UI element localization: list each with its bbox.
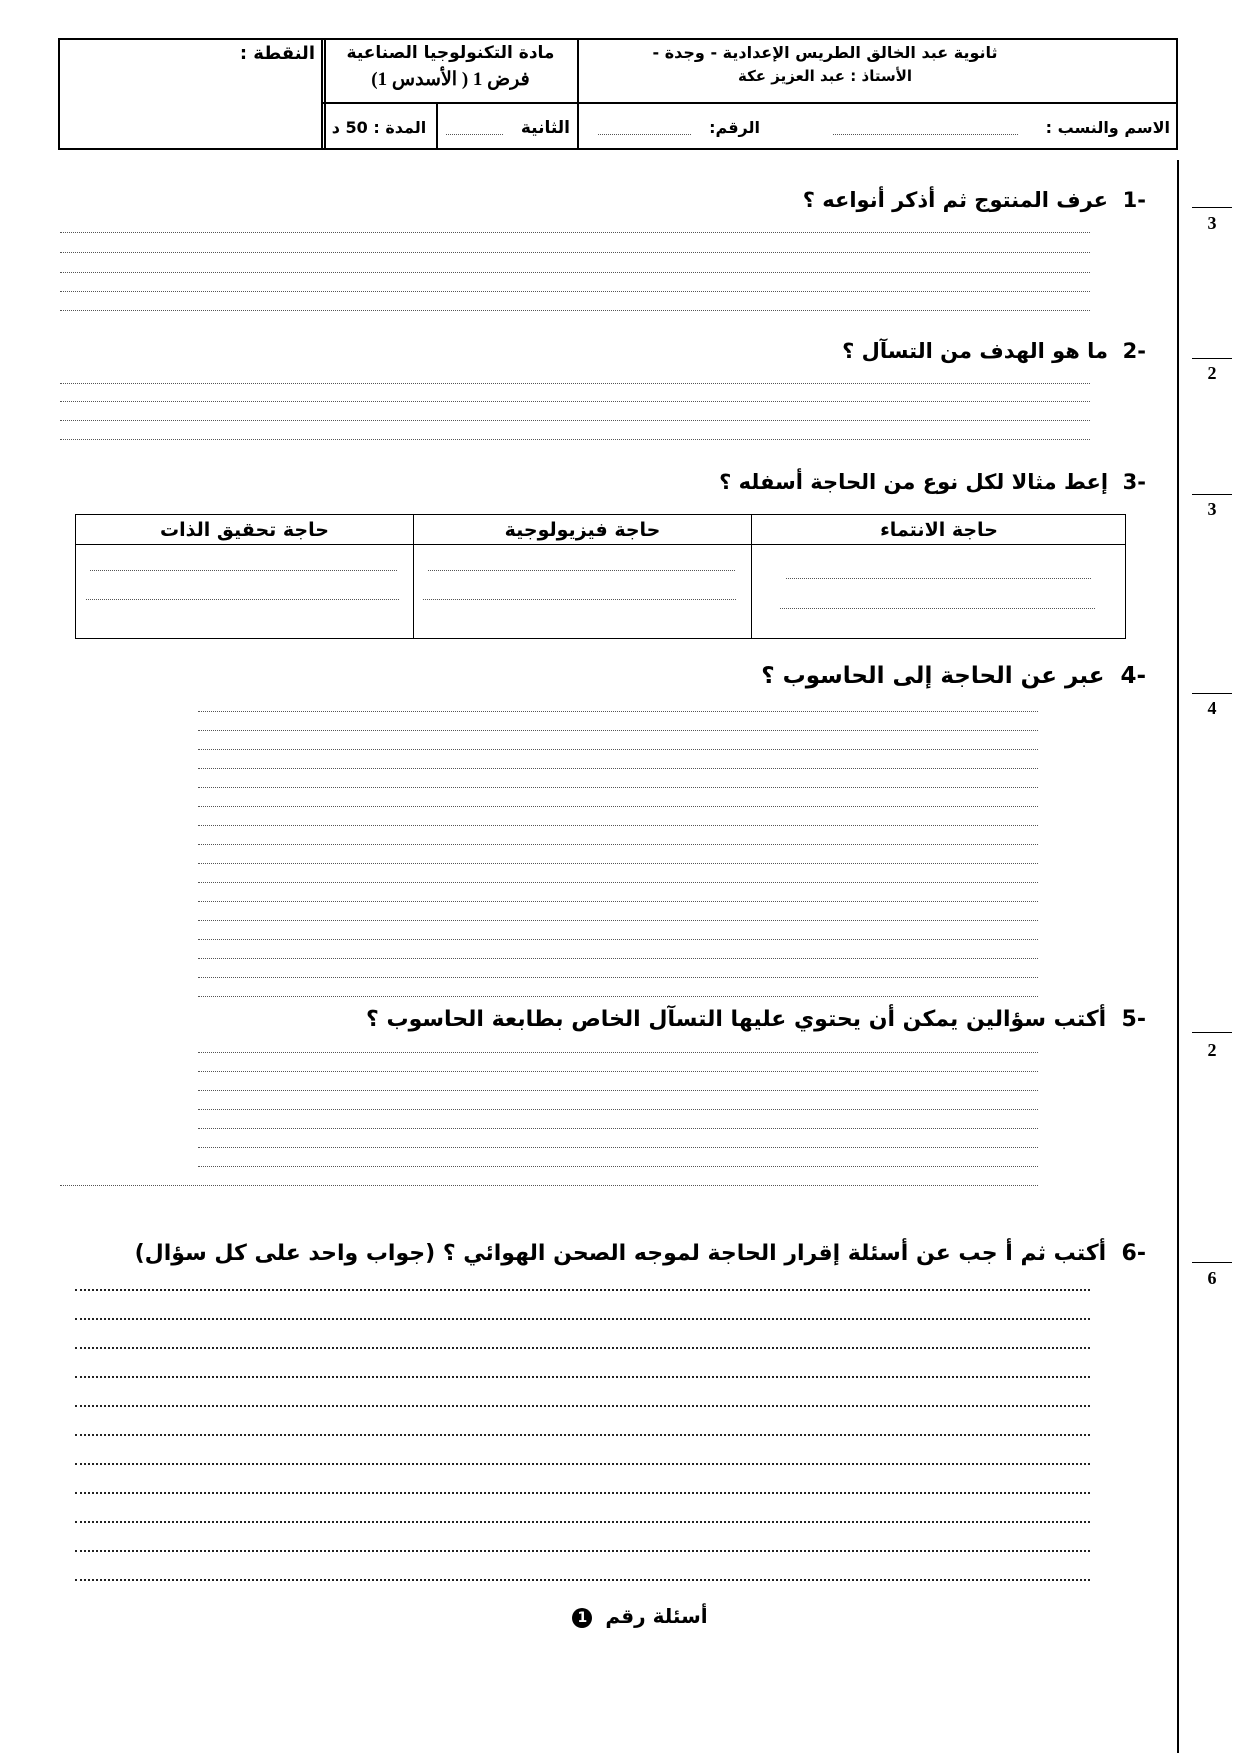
answer-line[interactable] — [198, 711, 1038, 712]
score-2: 2 — [1207, 363, 1217, 383]
score-dash-5 — [1192, 1032, 1232, 1033]
needs-answer-line[interactable] — [86, 599, 399, 600]
score-dash-4 — [1192, 693, 1232, 694]
number-label: الرقم: — [709, 118, 760, 137]
score-1: 3 — [1207, 213, 1217, 233]
question-1-text: عرف المنتوج ثم أذكر أنواعه ؟ — [802, 188, 1109, 212]
question-4-text: عبر عن الحاجة إلى الحاسوب ؟ — [761, 663, 1105, 689]
needs-table-header-line — [75, 544, 1126, 545]
question-6-text: أكتب ثم أ جب عن أسئلة إقرار الحاجة لموجه الصحن الهوائي ؟ (جواب واحد على كل سؤال) — [134, 1241, 1107, 1266]
needs-answer-line[interactable] — [786, 578, 1091, 579]
question-3-text: إعط مثالا لكل نوع من الحاجة أسفله ؟ — [719, 470, 1109, 494]
answer-line[interactable] — [75, 1289, 1090, 1291]
duration-label: المدة : 50 د — [331, 118, 427, 137]
answer-line[interactable] — [60, 1185, 1038, 1186]
score-4: 4 — [1207, 698, 1217, 718]
question-2-text: ما هو الهدف من التسآل ؟ — [842, 339, 1109, 363]
score-6: 6 — [1207, 1268, 1217, 1288]
number-field[interactable] — [598, 134, 691, 135]
question-3 — [719, 470, 1146, 494]
answer-line[interactable] — [198, 730, 1038, 731]
needs-answer-line[interactable] — [428, 570, 735, 571]
answer-line[interactable] — [198, 787, 1038, 788]
needs-answer-line[interactable] — [780, 608, 1095, 609]
header-divider — [321, 102, 1178, 104]
answer-line[interactable] — [198, 977, 1038, 978]
question-1 — [803, 188, 1146, 212]
answer-line[interactable] — [60, 310, 1090, 311]
answer-line[interactable] — [198, 958, 1038, 959]
answer-line[interactable] — [60, 252, 1090, 253]
answer-line[interactable] — [60, 272, 1090, 273]
footer-label: أسئلة رقم — [605, 1604, 708, 1628]
answer-line[interactable] — [60, 439, 1090, 440]
score-5: 2 — [1207, 1040, 1217, 1060]
question-4 — [761, 663, 1146, 689]
answer-line[interactable] — [198, 1128, 1038, 1129]
class-field[interactable] — [446, 134, 503, 135]
question-5 — [366, 1007, 1146, 1032]
question-3-number: -3 — [1122, 470, 1146, 494]
header-vline-3 — [436, 102, 438, 150]
answer-line[interactable] — [198, 863, 1038, 864]
answer-line[interactable] — [75, 1521, 1090, 1523]
answer-line[interactable] — [198, 901, 1038, 902]
answer-line[interactable] — [60, 401, 1090, 402]
teacher-name: الأستاذ : عبد العزيز عكة — [737, 67, 913, 85]
question-5-number: -5 — [1121, 1007, 1146, 1032]
answer-line[interactable] — [75, 1492, 1090, 1494]
answer-line[interactable] — [75, 1434, 1090, 1436]
needs-header-physiological: حاجة فيزيولوجية — [504, 519, 661, 541]
answer-line[interactable] — [198, 1166, 1038, 1167]
answer-line[interactable] — [75, 1347, 1090, 1349]
score-dash-1 — [1192, 207, 1232, 208]
question-6-number: -6 — [1121, 1241, 1146, 1266]
answer-line[interactable] — [198, 1052, 1038, 1053]
answer-line[interactable] — [60, 232, 1090, 233]
question-5-text: أكتب سؤالين يمكن أن يحتوي عليها التسآل الخاص بطابعة الحاسوب ؟ — [366, 1007, 1107, 1032]
name-field[interactable] — [833, 134, 1018, 135]
needs-answer-line[interactable] — [90, 570, 397, 571]
score-3: 3 — [1207, 499, 1217, 519]
footer-number-badge: 1 — [572, 1608, 592, 1628]
score-dash-3 — [1192, 494, 1232, 495]
answer-line[interactable] — [198, 939, 1038, 940]
question-6 — [135, 1241, 1146, 1266]
name-label: الاسم والنسب : — [1045, 118, 1170, 137]
answer-line[interactable] — [198, 1090, 1038, 1091]
question-2 — [842, 339, 1146, 363]
class-label: الثانية — [520, 118, 570, 138]
answer-line[interactable] — [75, 1376, 1090, 1378]
answer-line[interactable] — [60, 291, 1090, 292]
answer-line[interactable] — [60, 383, 1090, 384]
subject-name: مادة التكنولوجيا الصناعية — [346, 43, 555, 63]
answer-line[interactable] — [198, 1071, 1038, 1072]
answer-line[interactable] — [198, 920, 1038, 921]
answer-line[interactable] — [198, 768, 1038, 769]
question-2-number: -2 — [1122, 339, 1146, 363]
answer-line[interactable] — [75, 1405, 1090, 1407]
header-vline-2 — [321, 38, 326, 150]
needs-header-self-actualization: حاجة تحقيق الذات — [160, 519, 329, 541]
needs-header-belonging: حاجة الانتماء — [880, 519, 998, 541]
score-dash-2 — [1192, 358, 1232, 359]
needs-answer-line[interactable] — [423, 599, 736, 600]
answer-line[interactable] — [198, 806, 1038, 807]
answer-line[interactable] — [75, 1463, 1090, 1465]
answer-line[interactable] — [198, 996, 1038, 997]
answer-line[interactable] — [75, 1318, 1090, 1320]
answer-line[interactable] — [75, 1550, 1090, 1552]
answer-line[interactable] — [198, 749, 1038, 750]
header-vline-1 — [577, 38, 579, 150]
answer-line[interactable] — [60, 420, 1090, 421]
answer-line[interactable] — [75, 1579, 1090, 1581]
answer-line[interactable] — [198, 882, 1038, 883]
answer-line[interactable] — [198, 1147, 1038, 1148]
margin-line — [1177, 160, 1179, 1753]
school-name: ثانوية عبد الخالق الطريس الإعدادية - وجدة - — [652, 43, 998, 62]
answer-line[interactable] — [198, 1109, 1038, 1110]
score-dash-6 — [1192, 1262, 1232, 1263]
page-footer — [440, 1604, 840, 1628]
answer-line[interactable] — [198, 825, 1038, 826]
grade-label: النقطة : — [239, 43, 315, 64]
question-1-number: -1 — [1122, 188, 1146, 212]
question-4-number: -4 — [1120, 663, 1146, 689]
answer-line[interactable] — [198, 844, 1038, 845]
exam-title: فرض 1 ( الأسدس 1) — [371, 69, 530, 90]
